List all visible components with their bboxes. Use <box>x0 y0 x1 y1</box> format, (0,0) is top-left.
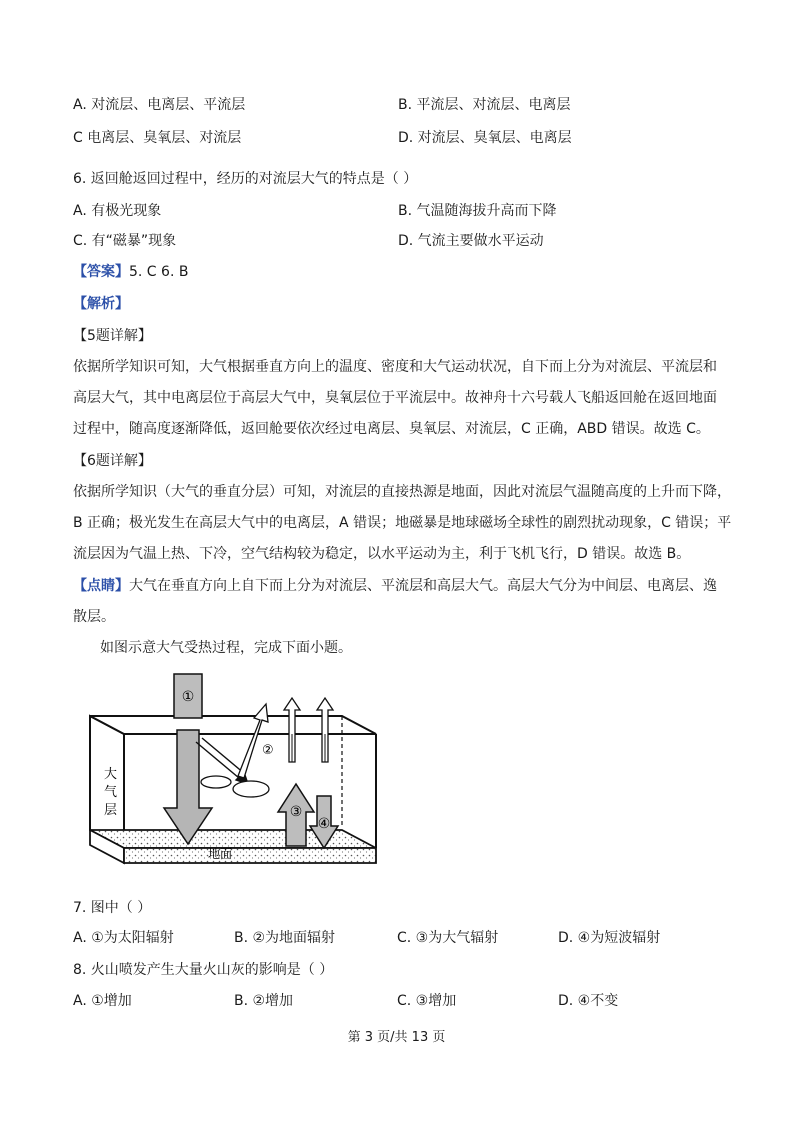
q5-detail-line: 依据所学知识可知，大气根据垂直方向上的温度、密度和大气运动状况，自下而上分为对流层、平流层和 <box>73 359 717 375</box>
q8-option-d: D. ④不变 <box>558 993 619 1009</box>
atmosphere-heating-diagram <box>86 668 386 890</box>
q8-option-b: B. ②增加 <box>234 993 294 1009</box>
q8-option-c: C. ③增加 <box>397 993 457 1009</box>
cloud <box>201 776 269 797</box>
q5-option-c: C 电离层、臭氧层、对流层 <box>73 130 242 146</box>
q5-detail-tag: 【5题详解】 <box>73 328 152 344</box>
q5-option-b: B. 平流层、对流层、电离层 <box>398 97 571 113</box>
answer-line <box>73 262 188 282</box>
q5-detail-line: 高层大气，其中电离层位于高层大气中，臭氧层位于平流层中。故神舟十六号载人飞船返回舱在返回地面 <box>73 390 717 406</box>
q6-option-d: D. 气流主要做水平运动 <box>398 233 544 249</box>
q6-option-a: A. 有极光现象 <box>73 203 162 219</box>
atmosphere-label-1: 大 <box>104 767 118 782</box>
q8-option-a: A. ①增加 <box>73 993 132 1009</box>
atmosphere-label-3: 层 <box>104 803 118 818</box>
page-footer: 第 3 页/共 13 页 <box>347 1030 446 1045</box>
label-3: ③ <box>289 804 303 820</box>
q7-option-d: D. ④为短波辐射 <box>558 930 661 946</box>
q6-option-b: B. 气温随海拔升高而下降 <box>398 203 557 219</box>
q6-detail-line: 流层因为气温上热、下冷，空气结构较为稳定，以水平运动为主，利于飞机飞行，D 错误。故选 B。 <box>73 546 691 562</box>
q5-option-a: A. 对流层、电离层、平流层 <box>73 97 246 113</box>
label-2: ② <box>262 743 274 758</box>
q6-option-c: C. 有“磁暴”现象 <box>73 233 177 249</box>
q6-detail-tag: 【6题详解】 <box>73 453 152 469</box>
tip-line-2: 散层。 <box>73 609 115 625</box>
q7-option-c: C. ③为大气辐射 <box>397 930 499 946</box>
label-4: ④ <box>317 816 331 832</box>
answer-tag: 【答案】 <box>73 264 129 280</box>
q6-detail-line: 依据所学知识（大气的垂直分层）可知，对流层的直接热源是地面，因此对流层气温随高度的上升而下降， <box>73 484 731 500</box>
q5-detail-line: 过程中，随高度逐渐降低，返回舱要依次经过电离层、臭氧层、对流层，C 正确，ABD 错误。故选 C。 <box>73 421 710 437</box>
q7-option-b: B. ②为地面辐射 <box>234 930 336 946</box>
q6-stem: 6. 返回舱返回过程中，经历的对流层大气的特点是（ ） <box>73 171 418 187</box>
label-1: ① <box>181 689 195 705</box>
ground-label: 地面 <box>208 847 233 861</box>
q6-detail-line: B 正确；极光发生在高层大气中的电离层，A 错误；地磁暴是地球磁场全球性的剧烈扰动现象，C 错误；平 <box>73 515 732 531</box>
atmosphere-label-2: 气 <box>104 785 118 800</box>
figure-intro: 如图示意大气受热过程，完成下面小题。 <box>100 640 352 656</box>
q7-option-a: A. ①为太阳辐射 <box>73 930 174 946</box>
q8-stem: 8. 火山喷发产生大量火山灰的影响是（ ） <box>73 962 334 978</box>
analysis-tag: 【解析】 <box>73 296 129 312</box>
answer-text: 5. C 6. B <box>129 264 189 280</box>
tip-text: 大气在垂直方向上自下而上分为对流层、平流层和高层大气。高层大气分为中间层、电离层、逸 <box>129 578 717 594</box>
tip-tag: 【点睛】 <box>73 578 129 594</box>
q7-stem: 7. 图中（ ） <box>73 900 152 916</box>
q5-option-d: D. 对流层、臭氧层、电离层 <box>398 130 572 146</box>
tip-line-1 <box>73 576 717 596</box>
